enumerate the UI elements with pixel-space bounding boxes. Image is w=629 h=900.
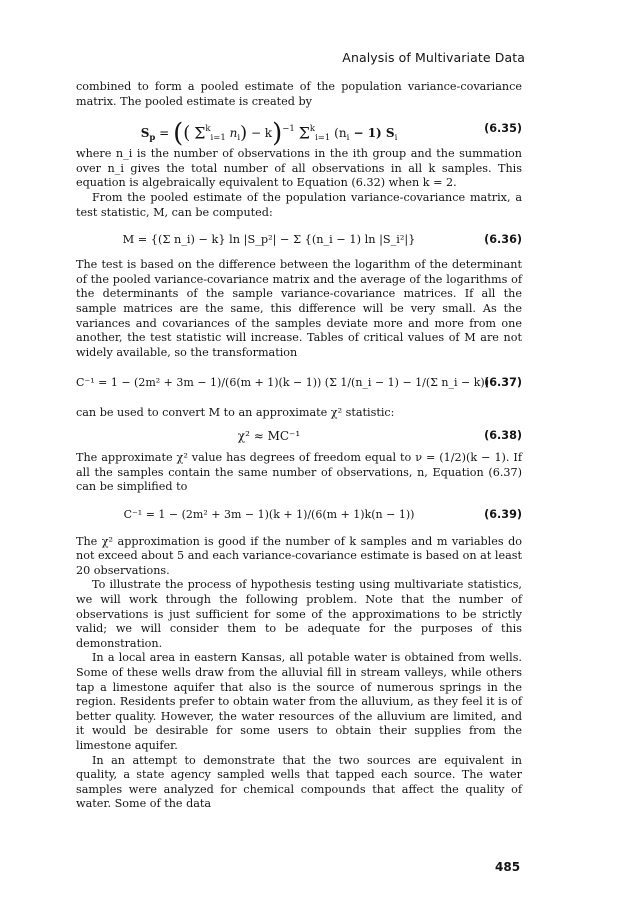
paragraph-10: In an attempt to demonstrate that the two sources are equivalent in quality, a state agency sampled wells that tapped each source. The water samples were analyzed for chemical compounds that affect the quality of water. Some of the data [76, 753, 522, 811]
equation-number: (6.37) [484, 376, 522, 390]
body-text [76, 80, 522, 812]
paragraph-9: In a local area in eastern Kansas, all potable water is obtained from wells. Some of these wells draw from the alluvial fill in stream valleys, while others tap a limestone aquifer that also is the source of numerous springs in the region. Residents prefer to obtain water from the alluvium, as they feel it is of better quality. However, the water resources of the alluvium are limited, and it would be desirable for some users to obtain their supplies from the limestone aquifer. [76, 651, 522, 752]
paragraph-1: combined to form a pooled estimate of the population variance-covariance matrix. The pooled estimate is created by [76, 80, 522, 108]
paragraph-7: The χ² approximation is good if the number of k samples and m variables do not exceed about 5 and each variance-covariance estimate is based on at least 20 observations. [76, 534, 522, 577]
paragraph-2: where n_i is the number of observations in the ith group and the summation over n_i gives the total number of all observations in all k samples. This equation is algebraically equivalent to Equation (6.32) when k = 2. [76, 147, 522, 190]
running-head: Analysis of Multivariate Data [342, 50, 525, 65]
paragraph-4: The test is based on the difference between the logarithm of the determinant of the pooled variance-covariance matrix and the average of the logarithms of the determinants of the sample variance-covariance matrices. If all the sample matrices are the same, this difference will be very small. As the variances and covariances of the samples deviate more and more from one another, the test statistic will increase. Tables of critical values of M are not widely available, so the transformation [76, 258, 522, 359]
paragraph-3: From the pooled estimate of the population variance-covariance matrix, a test statistic, M, can be computed: [76, 190, 522, 219]
equation-number: (6.38) [484, 428, 522, 442]
equation-number: (6.39) [484, 507, 522, 521]
equation-6-35: $S_p$ = (( $\Sigma^k_{i=1}$ $n_i) - k)^{-1}$ $\Sigma^k_{i=1}$ $(n_i - 1)$ $S_i$ (6.35) [76, 109, 522, 147]
paragraph-6: The approximate χ² value has degrees of freedom equal to ν = (1/2)(k − 1). If all the samples contain the same number of observations, n, Equation (6.37) can be simplified to [76, 450, 522, 494]
equation-6-38: χ² ≈ MC⁻¹ (6.38) [76, 421, 522, 451]
paragraph-8: To illustrate the process of hypothesis testing using multivariate statistics, we will work through the following problem. Note that the number of observations is just sufficient for some of the approximations to be strictly valid; we will consider them to be adequate for the purposes of this demonstration. [76, 578, 522, 650]
page-number: 485 [495, 860, 521, 874]
equation-6-37: C⁻¹ = 1 − (2m² + 3m − 1)/(6(m + 1)(k − 1)) (Σ 1/(n_i − 1) − 1/(Σ n_i − k)) (6.37) [76, 360, 522, 406]
equation-6-39: C⁻¹ = 1 − (2m² + 3m − 1)(k + 1)/(6(m + 1)k(n − 1)) (6.39) [76, 495, 522, 535]
paragraph-5: can be used to convert M to an approximate χ² statistic: [76, 406, 395, 420]
equation-6-36: M = {(Σ n_i) − k} ln |S_p²| − Σ {(n_i − 1) ln |S_i²|} (6.36) [76, 220, 522, 258]
equation-number: (6.36) [484, 233, 522, 247]
equation-number: (6.35) [484, 122, 522, 136]
